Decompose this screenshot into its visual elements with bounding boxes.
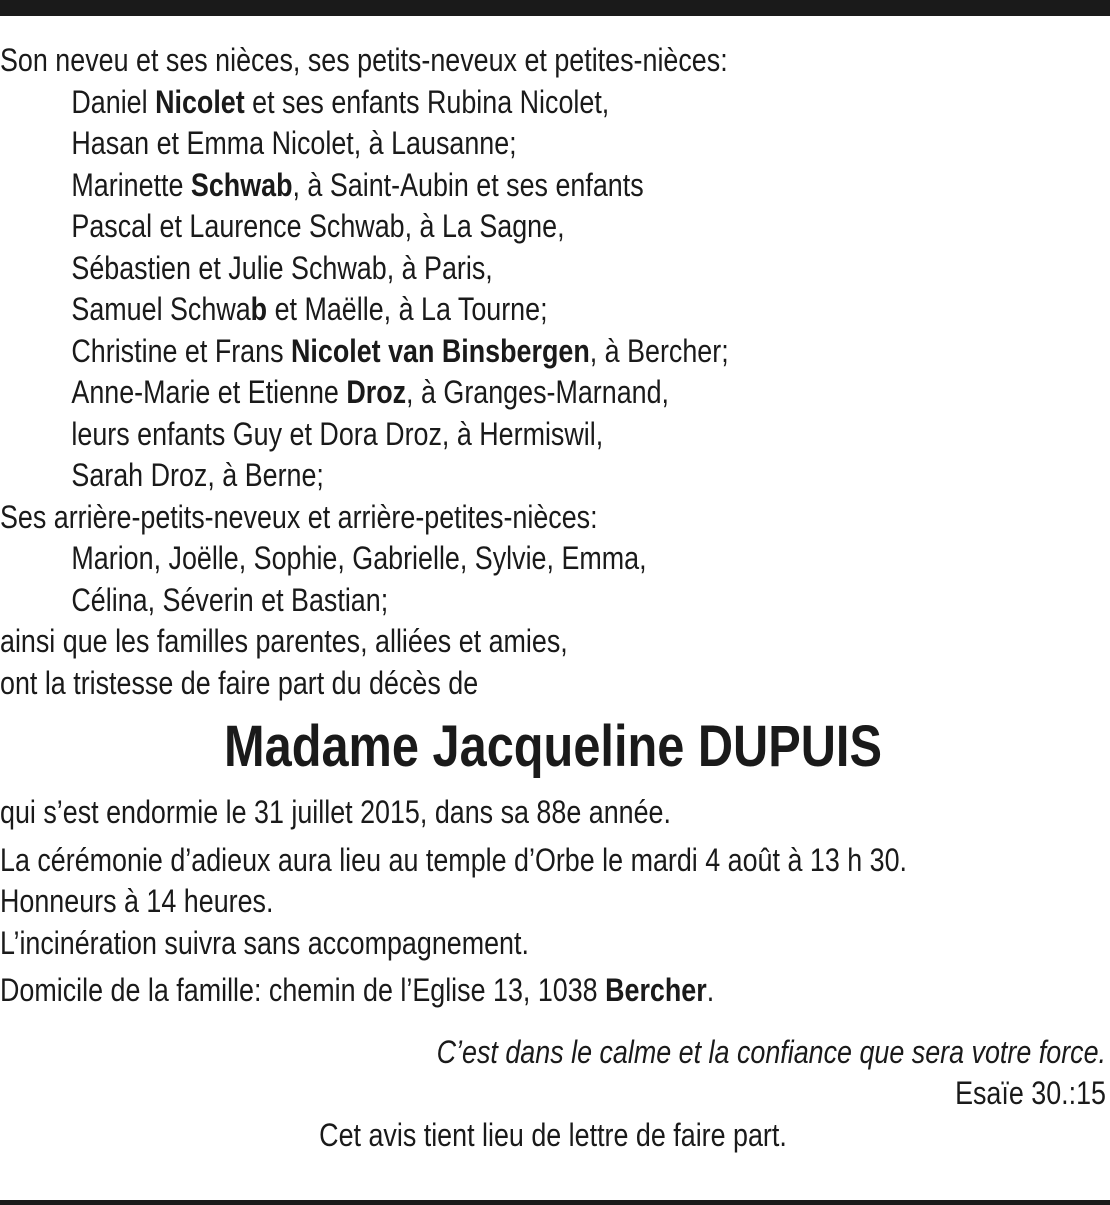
- passed-line: qui s’est endormie le 31 juillet 2015, dans sa 88e année.: [0, 794, 671, 830]
- family-line: Pascal et Laurence Schwab, à La Sagne,: [71, 208, 565, 244]
- bible-verse: C’est dans le calme et la confiance que sera votre force.: [436, 1033, 1106, 1070]
- family-line: Christine et Frans Nicolet van Binsbergen, à Bercher;: [71, 332, 729, 369]
- great-nephews-line: Marion, Joëlle, Sophie, Gabrielle, Sylvie, Emma,: [71, 540, 647, 576]
- family-line: Anne-Marie et Etienne Droz, à Granges-Marnand,: [71, 374, 670, 410]
- domicile-line: Domicile de la famille: chemin de l’Eglise 13, 1038 Bercher.: [0, 972, 715, 1008]
- family-line: Sébastien et Julie Schwab, à Paris,: [71, 249, 493, 286]
- family-line: Samuel Schwab et Maëlle, à La Tourne;: [71, 291, 548, 327]
- families-line: ainsi que les familles parentes, alliées et amies,: [0, 623, 568, 659]
- family-line: Marinette Schwab, à Saint-Aubin et ses enfants: [71, 166, 644, 203]
- deceased-name: Madame Jacqueline DUPUIS: [224, 714, 882, 779]
- family-line: Daniel Nicolet et ses enfants Rubina Nicolet,: [71, 83, 610, 120]
- family-line: Hasan et Emma Nicolet, à Lausanne;: [71, 125, 517, 161]
- obituary-notice: [0, 40, 1106, 1156]
- great-nephews-line: Célina, Séverin et Bastian;: [71, 581, 389, 618]
- great-nephews-header: Ses arrière-petits-neveux et arrière-petites-nièces:: [0, 498, 598, 535]
- cremation-line: L’incinération suivra sans accompagnement.: [0, 924, 529, 961]
- family-line: Sarah Droz, à Berne;: [71, 457, 324, 493]
- nephews-header: Son neveu et ses nièces, ses petits-neveux et petites-nièces:: [0, 42, 728, 78]
- honours-line: Honneurs à 14 heures.: [0, 883, 274, 919]
- bottom-rule: [0, 1200, 1110, 1205]
- ceremony-line: La cérémonie d’adieux aura lieu au temple d’Orbe le mardi 4 août à 13 h 30.: [0, 841, 908, 878]
- announce-line: ont la tristesse de faire part du décès de: [0, 664, 479, 701]
- top-rule: [0, 0, 1110, 16]
- family-line: leurs enfants Guy et Dora Droz, à Hermiswil,: [71, 415, 604, 452]
- verse-reference: Esaïe 30.:15: [955, 1075, 1106, 1111]
- closing-line: Cet avis tient lieu de lettre de faire part.: [319, 1116, 787, 1153]
